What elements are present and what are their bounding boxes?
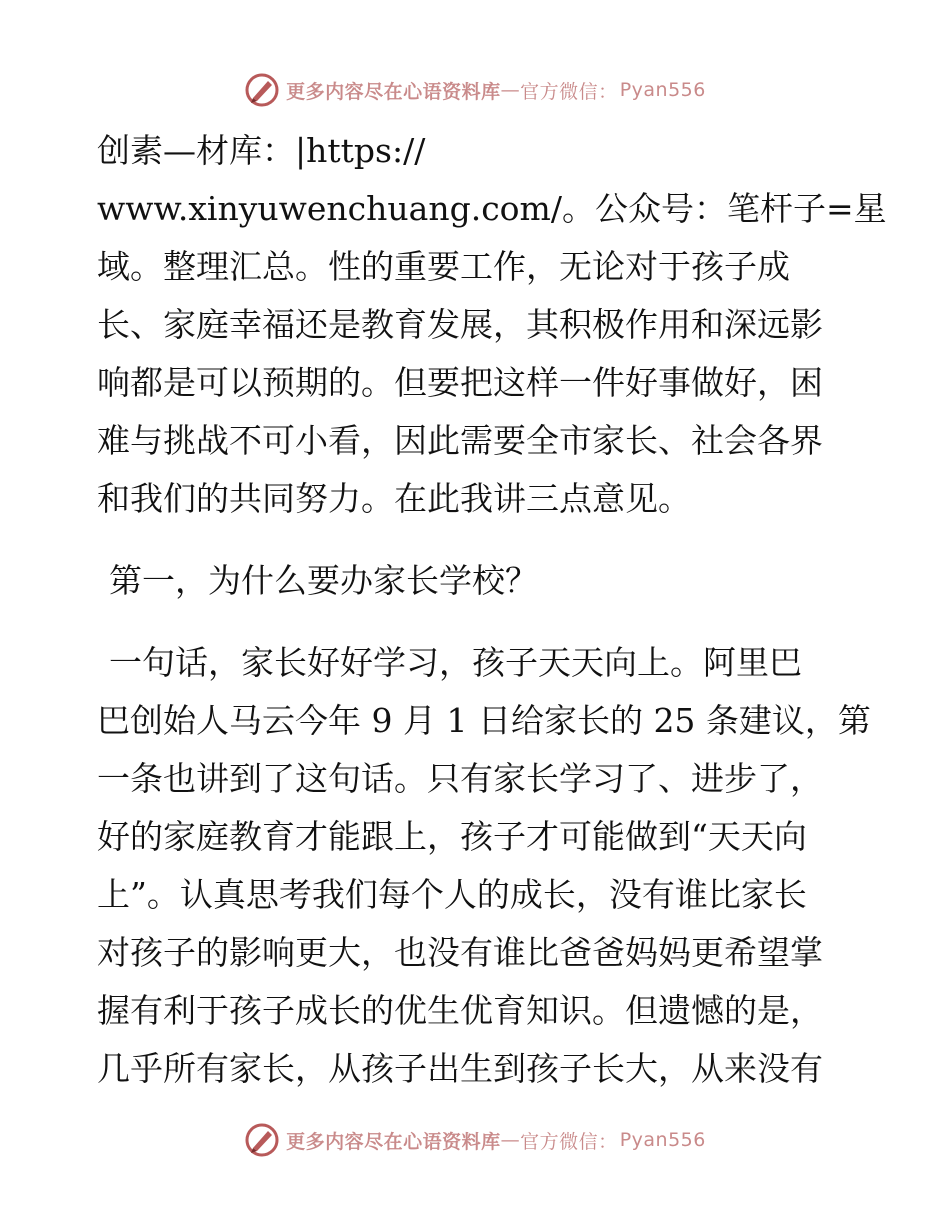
text-line: 域。整理汇总。性的重要工作，无论对于孩子成 [97,247,790,286]
header-banner [0,70,950,110]
text-line: 巴创始人马云今年 9 月 1 日给家长的 25 条建议，第 [97,701,871,740]
text-line: 握有利于孩子成长的优生优育知识。但遗憾的是， [97,991,823,1030]
text-line: 上”。认真思考我们每个人的成长，没有谁比家长 [97,875,807,914]
text-line: 难与挑战不可小看，因此需要全市家长、社会各界 [97,421,823,460]
paragraph-1 [97,122,887,528]
text-line: 一条也讲到了这句话。只有家长学习了、进步了， [97,759,823,798]
banner-wechat-id: Pyan556 [619,1129,706,1151]
banner-brand: 更多内容尽在心语资料库 [286,80,501,103]
banner-separator: — [500,1129,521,1151]
banner-separator: — [500,79,521,101]
text-line: 对孩子的影响更大，也没有谁比爸爸妈妈更希望掌 [97,933,823,972]
section-heading-1 [97,552,857,610]
footer-banner [0,1120,950,1160]
text-line: 好的家庭教育才能跟上，孩子才可能做到“天天向 [97,817,807,856]
text-line: 创素—材库：|https:// [97,131,426,170]
pen-logo-icon [244,72,280,108]
paragraph-2 [97,634,871,1098]
banner-wechat-label: 官方微信： [520,80,618,103]
text-line: www.xinyuwenchuang.com/。公众号：笔杆子=星 [97,189,887,228]
banner-brand: 更多内容尽在心语资料库 [286,1130,501,1153]
text-line: 几乎所有家长，从孩子出生到孩子长大，从来没有 [97,1049,823,1088]
text-line: 长、家庭幸福还是教育发展，其积极作用和深远影 [97,305,823,344]
heading-text: 第一，为什么要办家长学校？ [109,561,538,600]
text-line: 一句话，家长好好学习，孩子天天向上。阿里巴 [109,643,802,682]
text-line: 和我们的共同努力。在此我讲三点意见。 [97,479,691,518]
banner-wechat-id: Pyan556 [619,79,706,101]
banner-wechat-label: 官方微信： [520,1130,618,1153]
pen-logo-icon [244,1122,280,1158]
document-body [97,122,887,1098]
text-line: 响都是可以预期的。但要把这样一件好事做好，困 [97,363,823,402]
